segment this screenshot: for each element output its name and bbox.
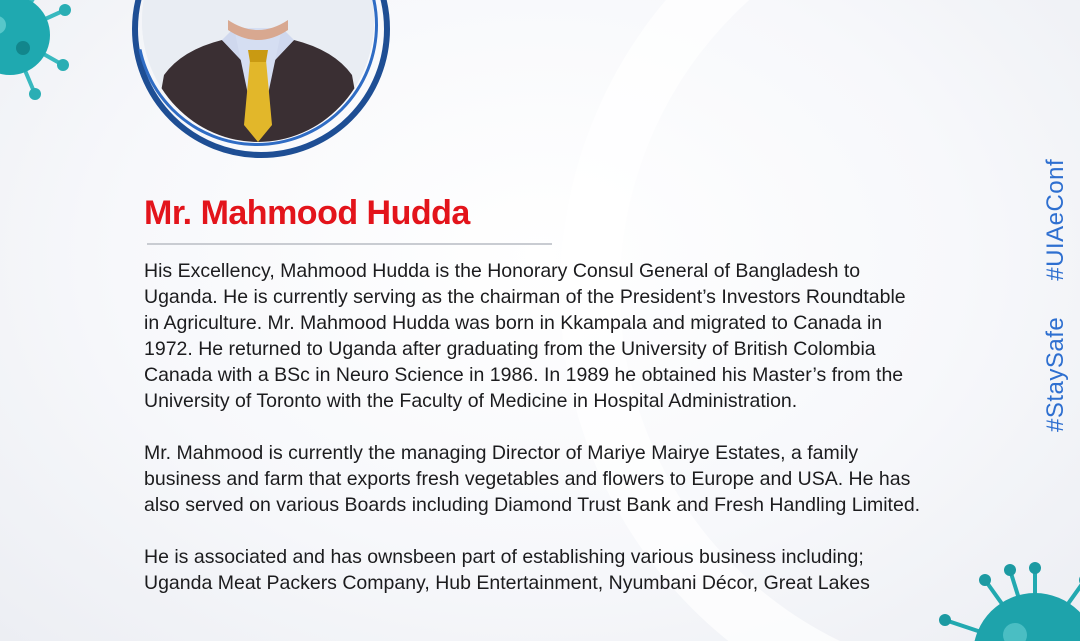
hashtag-staysafe: #StaySafe <box>1042 316 1069 432</box>
virus-icon-top-left <box>0 0 75 100</box>
hashtag-conference: #UIAeConf <box>1042 158 1069 281</box>
speaker-photo-frame <box>132 0 398 170</box>
speaker-name: Mr. Mahmood Hudda <box>144 194 470 232</box>
name-divider <box>147 243 552 245</box>
bio-paragraph: His Excellency, Mahmood Hudda is the Honorary Consul General of Bangladesh to Uganda. He is currently serving as the chairman of the President’s Investors Roundtable in Agriculture. Mr. Mahmood Hudda was born in Kkampala and migrated to Canada in 1972. He returned to Uganda after graduating from the University of British Colombia Canada with a BSc in Neuro Science in 1986. In 1989 he obtained his Master’s from the University of Toronto with the Faculty of Medicine in Hospital Administration. <box>144 260 906 412</box>
hashtags <box>1042 159 1070 432</box>
speaker-bio <box>144 258 924 622</box>
bio-paragraph: He is associated and has ownsbeen part of establishing various business including; Uganda Meat Packers Company, Hub Entertainment, Nyumbani Décor, Great Lakes <box>144 546 870 594</box>
bio-paragraph: Mr. Mahmood is currently the managing Director of Mariye Mairye Estates, a family business and farm that exports fresh vegetables and flowers to Europe and USA. He has also served on various Boards including Diamond Trust Bank and Fresh Handling Limited. <box>144 442 921 516</box>
virus-icon-bottom-right <box>925 560 1080 641</box>
